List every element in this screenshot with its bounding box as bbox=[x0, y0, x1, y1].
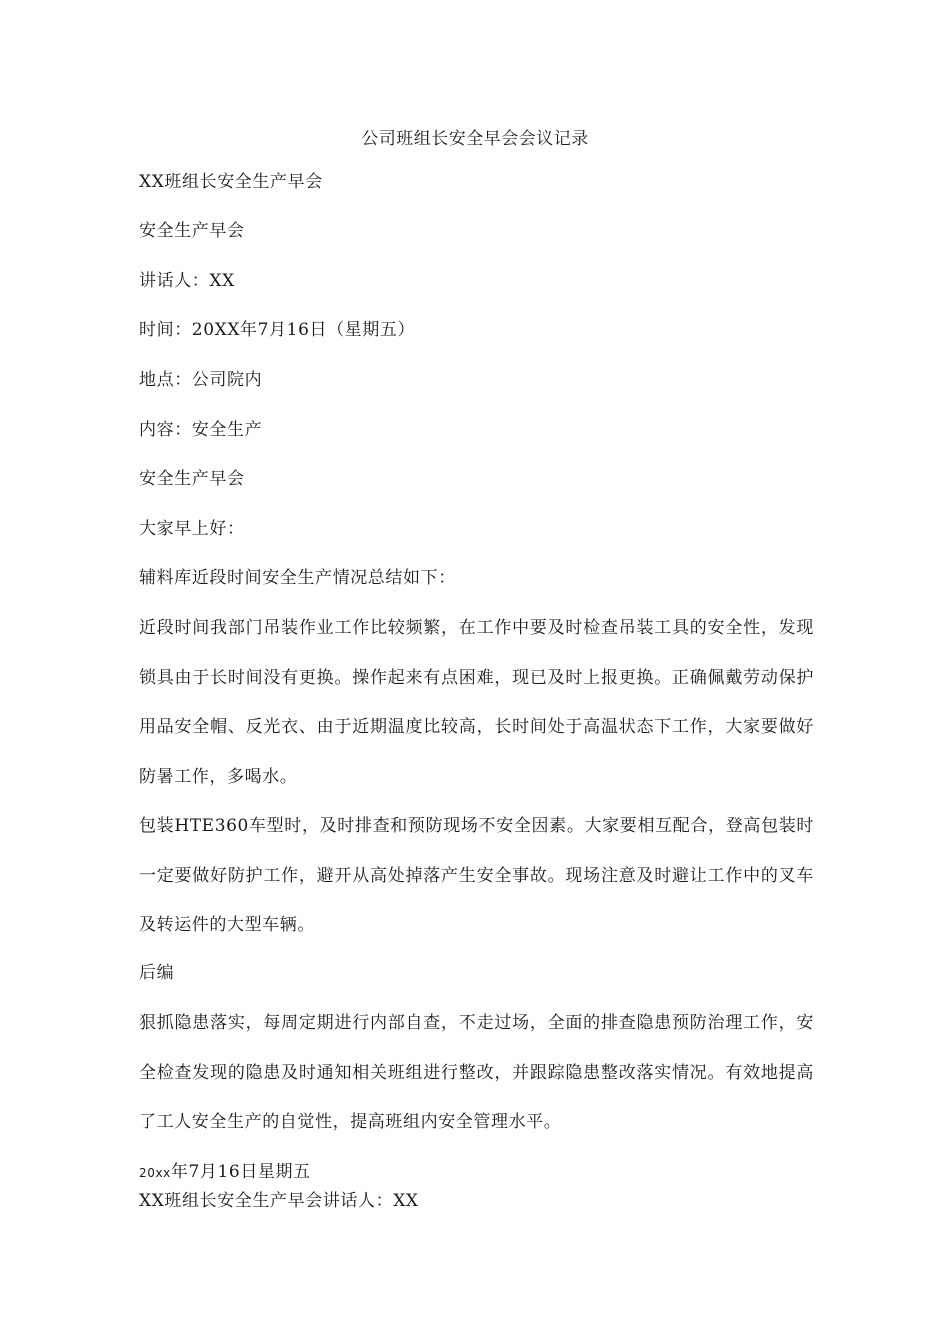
section-heading: 安全生产早会 bbox=[139, 469, 245, 489]
summary-intro-line: 辅料库近段时间安全生产情况总结如下： bbox=[139, 568, 456, 588]
location-line: 地点：公司院内 bbox=[139, 370, 263, 390]
content-line: 内容：安全生产 bbox=[139, 420, 263, 440]
time-line: 时间：20XX年7月16日（星期五） bbox=[139, 320, 416, 340]
speaker-line: 讲话人：XX bbox=[139, 271, 235, 291]
section-label: 后编 bbox=[139, 963, 175, 983]
meeting-name-line: XX班组长安全生产早会 bbox=[139, 172, 323, 192]
footer-speaker: XX班组长安全生产早会讲话人：XX bbox=[139, 1191, 419, 1211]
footer-date-year: 20xx bbox=[139, 1166, 171, 1180]
paragraph-lifting: 近段时间我部门吊装作业工作比较频繁，在工作中要及时检查吊装工具的安全性，发现锁具由于长时间没有更换。操作起来有点困难，现已及时上报更换。正确佩戴劳动保护用品安全帽、反光衣、由于近期温度比较高，长时间处于高温状态下工作，大家要做好防暑工作，多喝水。 bbox=[139, 618, 814, 787]
document-title: 公司班组长安全早会会议记录 bbox=[361, 129, 589, 149]
paragraph-hazards: 狠抓隐患落实，每周定期进行内部自查，不走过场，全面的排查隐患预防治理工作，安全检查发现的隐患及时通知相关班组进行整改，并跟踪隐患整改落实情况。有效地提高了工人安全生产的自觉性，提高班组内安全管理水平。 bbox=[139, 1013, 814, 1132]
meeting-type-line: 安全生产早会 bbox=[139, 221, 245, 241]
footer-date bbox=[139, 1160, 311, 1185]
paragraph-packaging: 包装HTE360车型时，及时排查和预防现场不安全因素。大家要相互配合，登高包装时一定要做好防护工作，避开从高处掉落产生安全事故。现场注意及时避让工作中的叉车及转运件的大型车辆。 bbox=[139, 816, 814, 935]
greeting-line: 大家早上好： bbox=[139, 519, 245, 539]
footer-date-text: 年7月16日星期五 bbox=[170, 1162, 311, 1182]
